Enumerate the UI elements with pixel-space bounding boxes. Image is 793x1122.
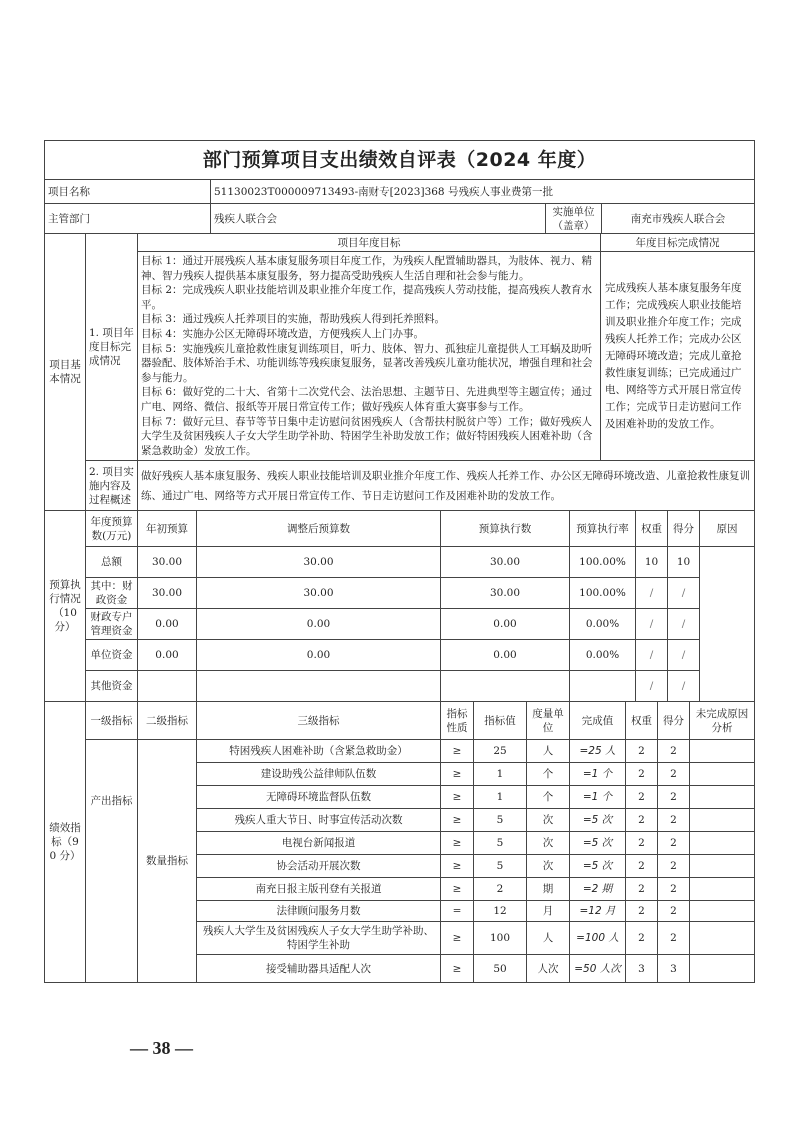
perf-header: 完成值 <box>570 702 626 740</box>
dept-value: 残疾人联合会 <box>211 204 546 234</box>
perf-reason <box>690 740 755 763</box>
perf-value: 5 <box>474 832 527 855</box>
budget-initial <box>138 671 197 702</box>
budget-row-label: 财政专户管理资金 <box>86 609 138 640</box>
goal-item: 目标 1：通过开展残疾人基本康复服务项目年度工作，为残疾人配置辅助器具，为肢体、视力、精神、智力残疾人提供基本康复服务，努力提高受助残疾人生活自理和社会参与能力。 <box>141 255 593 282</box>
perf-weight: 2 <box>626 786 658 809</box>
perf-header: 指标值 <box>474 702 527 740</box>
perf-header: 指标性质 <box>441 702 474 740</box>
perf-header: 得分 <box>658 702 690 740</box>
budget-adjusted: 30.00 <box>197 547 441 578</box>
budget-initial: 30.00 <box>138 578 197 609</box>
impl-summary-label: 2. 项目实施内容及过程概述 <box>86 461 138 511</box>
budget-score: 10 <box>668 547 700 578</box>
perf-unit: 人 <box>527 740 570 763</box>
perf-nature: ≥ <box>441 763 474 786</box>
performance-section-label: 绩效指标（90 分） <box>45 702 86 983</box>
perf-header: 一级指标 <box>86 702 138 740</box>
self-evaluation-form <box>44 140 754 983</box>
perf-reason <box>690 763 755 786</box>
perf-done: =100 人 <box>570 922 626 955</box>
budget-executed: 0.00 <box>441 640 570 671</box>
perf-weight: 2 <box>626 763 658 786</box>
perf-name: 电视台新闻报道 <box>197 832 441 855</box>
perf-header: 三级指标 <box>197 702 441 740</box>
budget-score: / <box>668 671 700 702</box>
budget-table <box>44 510 755 702</box>
perf-name: 残疾人大学生及贫困残疾人子女大学生助学补助、特困学生补助 <box>197 922 441 955</box>
budget-executed <box>441 671 570 702</box>
perf-score: 2 <box>658 740 690 763</box>
perf-reason <box>690 955 755 983</box>
perf-score: 2 <box>658 922 690 955</box>
page-title: 部门预算项目支出绩效自评表（2024 年度） <box>45 141 755 180</box>
perf-score: 2 <box>658 832 690 855</box>
perf-weight: 2 <box>626 922 658 955</box>
perf-weight: 2 <box>626 740 658 763</box>
budget-weight: / <box>636 609 668 640</box>
perf-nature: ≥ <box>441 832 474 855</box>
budget-header: 预算执行率 <box>570 511 636 547</box>
perf-unit: 次 <box>527 809 570 832</box>
budget-executed: 0.00 <box>441 609 570 640</box>
budget-header: 调整后预算数 <box>197 511 441 547</box>
goal-label: 1. 项目年度目标完成情况 <box>86 234 138 461</box>
perf-value: 12 <box>474 901 527 922</box>
budget-header: 权重 <box>636 511 668 547</box>
perf-value: 1 <box>474 763 527 786</box>
perf-score: 2 <box>658 786 690 809</box>
perf-weight: 2 <box>626 901 658 922</box>
budget-weight: / <box>636 578 668 609</box>
goal-item: 目标 5：实施残疾儿童抢救性康复训练项目，听力、肢体、智力、孤独症儿童提供人工耳蜗及助听器验配、肢体矫治手术、功能训练等残疾康复服务，显著改善残疾儿童功能状况，增强自理和社会参与能力。 <box>141 342 593 384</box>
perf-level2: 数量指标 <box>138 740 197 983</box>
budget-score: / <box>668 640 700 671</box>
perf-score: 2 <box>658 809 690 832</box>
budget-section-label: 预算执行情况（10 分） <box>45 511 86 702</box>
budget-adjusted <box>197 671 441 702</box>
project-name-value: 51130023T000009713493-南财专[2023]368 号残疾人事业费第一批 <box>211 180 755 204</box>
budget-row-label: 总额 <box>86 547 138 578</box>
perf-nature: = <box>441 901 474 922</box>
goal-item: 目标 2：完成残疾人职业技能培训及职业推介年度工作，提高残疾人劳动技能，提高残疾人教育水平。 <box>141 284 593 311</box>
goal-item: 目标 7：做好元旦、春节等节日集中走访慰问贫困残疾人（含帮扶村脱贫户等）工作；做好残疾人大学生及贫困残疾人子女大学生助学补助、特困学生补助发放工作；做好特困残疾人困难补助（含紧急救助金）发放工作。 <box>141 415 593 457</box>
budget-adjusted: 0.00 <box>197 640 441 671</box>
perf-nature: ≥ <box>441 878 474 901</box>
done-text: 完成残疾人基本康复服务年度工作；完成残疾人职业技能培训及职业推介年度工作；完成残疾人托养工作；完成办公区无障碍环境改造；完成儿童抢救性康复训练；已完成通过广电、网络等方式开展日常宣传工作；完成节日走访慰问工作及困难补助的发放工作。 <box>601 252 755 461</box>
budget-header: 年度预算数(万元) <box>86 511 138 547</box>
perf-header: 未完成原因分析 <box>690 702 755 740</box>
project-name-label: 项目名称 <box>45 180 211 204</box>
budget-initial: 0.00 <box>138 609 197 640</box>
perf-unit: 个 <box>527 786 570 809</box>
perf-reason <box>690 786 755 809</box>
budget-row <box>45 609 755 640</box>
budget-executed: 30.00 <box>441 578 570 609</box>
budget-rate: 100.00% <box>570 547 636 578</box>
perf-unit: 次 <box>527 855 570 878</box>
perf-done: =5 次 <box>570 832 626 855</box>
budget-adjusted: 30.00 <box>197 578 441 609</box>
budget-header: 原因 <box>700 511 755 547</box>
perf-header: 二级指标 <box>138 702 197 740</box>
perf-nature: ≥ <box>441 809 474 832</box>
perf-done: =1 个 <box>570 786 626 809</box>
goal-item: 目标 4：实施办公区无障碍环境改造，方便残疾人上门办事。 <box>141 327 425 340</box>
dept-label: 主管部门 <box>45 204 211 234</box>
goal-item: 目标 6：做好党的二十大、省第十二次党代会、法治思想、主题节日、先进典型等主题宣传；通过广电、网络、微信、报纸等开展日常宣传工作；做好残疾人体育重大赛事参与工作。 <box>141 386 593 413</box>
perf-nature: ≥ <box>441 922 474 955</box>
perf-nature: ≥ <box>441 855 474 878</box>
goal-item: 目标 3：通过残疾人托养项目的实施，帮助残疾人得到托养照料。 <box>141 313 446 326</box>
perf-score: 2 <box>658 878 690 901</box>
perf-done: =5 次 <box>570 855 626 878</box>
budget-reason <box>700 547 755 702</box>
perf-weight: 2 <box>626 878 658 901</box>
perf-unit: 月 <box>527 901 570 922</box>
budget-rate: 0.00% <box>570 609 636 640</box>
perf-header: 权重 <box>626 702 658 740</box>
page-number: — 38 — <box>130 1038 193 1058</box>
header-table <box>44 140 755 234</box>
perf-unit: 期 <box>527 878 570 901</box>
budget-header: 得分 <box>668 511 700 547</box>
impl-unit-label: 实施单位（盖章） <box>546 204 602 234</box>
goal-header: 项目年度目标 <box>138 234 601 252</box>
perf-score: 2 <box>658 763 690 786</box>
budget-row <box>45 640 755 671</box>
perf-value: 25 <box>474 740 527 763</box>
perf-header: 度量单位 <box>527 702 570 740</box>
budget-initial: 0.00 <box>138 640 197 671</box>
perf-name: 残疾人重大节日、时事宣传活动次数 <box>197 809 441 832</box>
perf-name: 接受辅助器具适配人次 <box>197 955 441 983</box>
perf-nature: ≥ <box>441 740 474 763</box>
perf-score: 2 <box>658 901 690 922</box>
budget-row <box>45 671 755 702</box>
basic-info-table <box>44 233 755 511</box>
perf-name: 协会活动开展次数 <box>197 855 441 878</box>
perf-weight: 2 <box>626 832 658 855</box>
done-header: 年度目标完成情况 <box>601 234 755 252</box>
perf-done: =25 人 <box>570 740 626 763</box>
perf-name: 无障碍环境监督队伍数 <box>197 786 441 809</box>
budget-row-label: 其他资金 <box>86 671 138 702</box>
budget-rate <box>570 671 636 702</box>
perf-unit: 人 <box>527 922 570 955</box>
budget-header: 年初预算 <box>138 511 197 547</box>
perf-reason <box>690 832 755 855</box>
budget-weight: / <box>636 671 668 702</box>
perf-score: 3 <box>658 955 690 983</box>
budget-executed: 30.00 <box>441 547 570 578</box>
budget-row <box>45 547 755 578</box>
perf-nature: ≥ <box>441 955 474 983</box>
perf-name: 南充日报主版刊登有关报道 <box>197 878 441 901</box>
goal-list <box>138 252 601 461</box>
perf-value: 5 <box>474 809 527 832</box>
budget-row-label: 单位资金 <box>86 640 138 671</box>
budget-header: 预算执行数 <box>441 511 570 547</box>
perf-score: 2 <box>658 855 690 878</box>
perf-name: 建设助残公益律师队伍数 <box>197 763 441 786</box>
budget-weight: 10 <box>636 547 668 578</box>
perf-name: 法律顾问服务月数 <box>197 901 441 922</box>
perf-unit: 人次 <box>527 955 570 983</box>
perf-unit: 个 <box>527 763 570 786</box>
perf-level1: 产出指标 <box>86 740 138 983</box>
budget-row-label: 其中：财政资金 <box>86 578 138 609</box>
perf-reason <box>690 855 755 878</box>
performance-table <box>44 701 755 983</box>
perf-nature: ≥ <box>441 786 474 809</box>
budget-score: / <box>668 609 700 640</box>
budget-weight: / <box>636 640 668 671</box>
perf-name: 特困残疾人困难补助（含紧急救助金） <box>197 740 441 763</box>
basic-section-label: 项目基本情况 <box>45 234 86 511</box>
perf-reason <box>690 922 755 955</box>
budget-adjusted: 0.00 <box>197 609 441 640</box>
perf-weight: 2 <box>626 855 658 878</box>
budget-rate: 100.00% <box>570 578 636 609</box>
perf-weight: 3 <box>626 955 658 983</box>
perf-done: =1 个 <box>570 763 626 786</box>
perf-reason <box>690 901 755 922</box>
perf-value: 50 <box>474 955 527 983</box>
perf-weight: 2 <box>626 809 658 832</box>
perf-reason <box>690 878 755 901</box>
budget-score: / <box>668 578 700 609</box>
perf-reason <box>690 809 755 832</box>
perf-done: =12 月 <box>570 901 626 922</box>
perf-value: 100 <box>474 922 527 955</box>
perf-done: =2 期 <box>570 878 626 901</box>
perf-done: =5 次 <box>570 809 626 832</box>
budget-initial: 30.00 <box>138 547 197 578</box>
perf-row <box>45 740 755 763</box>
budget-row <box>45 578 755 609</box>
perf-value: 2 <box>474 878 527 901</box>
perf-value: 1 <box>474 786 527 809</box>
impl-summary-text: 做好残疾人基本康复服务、残疾人职业技能培训及职业推介年度工作、残疾人托养工作、办公区无障碍环境改造、儿童抢救性康复训练、通过广电、网络等方式开展日常宣传工作、节日走访慰问工作及困难补助的发放工作。 <box>138 461 755 511</box>
perf-unit: 次 <box>527 832 570 855</box>
perf-value: 5 <box>474 855 527 878</box>
impl-unit-value: 南充市残疾人联合会 <box>602 204 755 234</box>
budget-rate: 0.00% <box>570 640 636 671</box>
perf-done: =50 人次 <box>570 955 626 983</box>
